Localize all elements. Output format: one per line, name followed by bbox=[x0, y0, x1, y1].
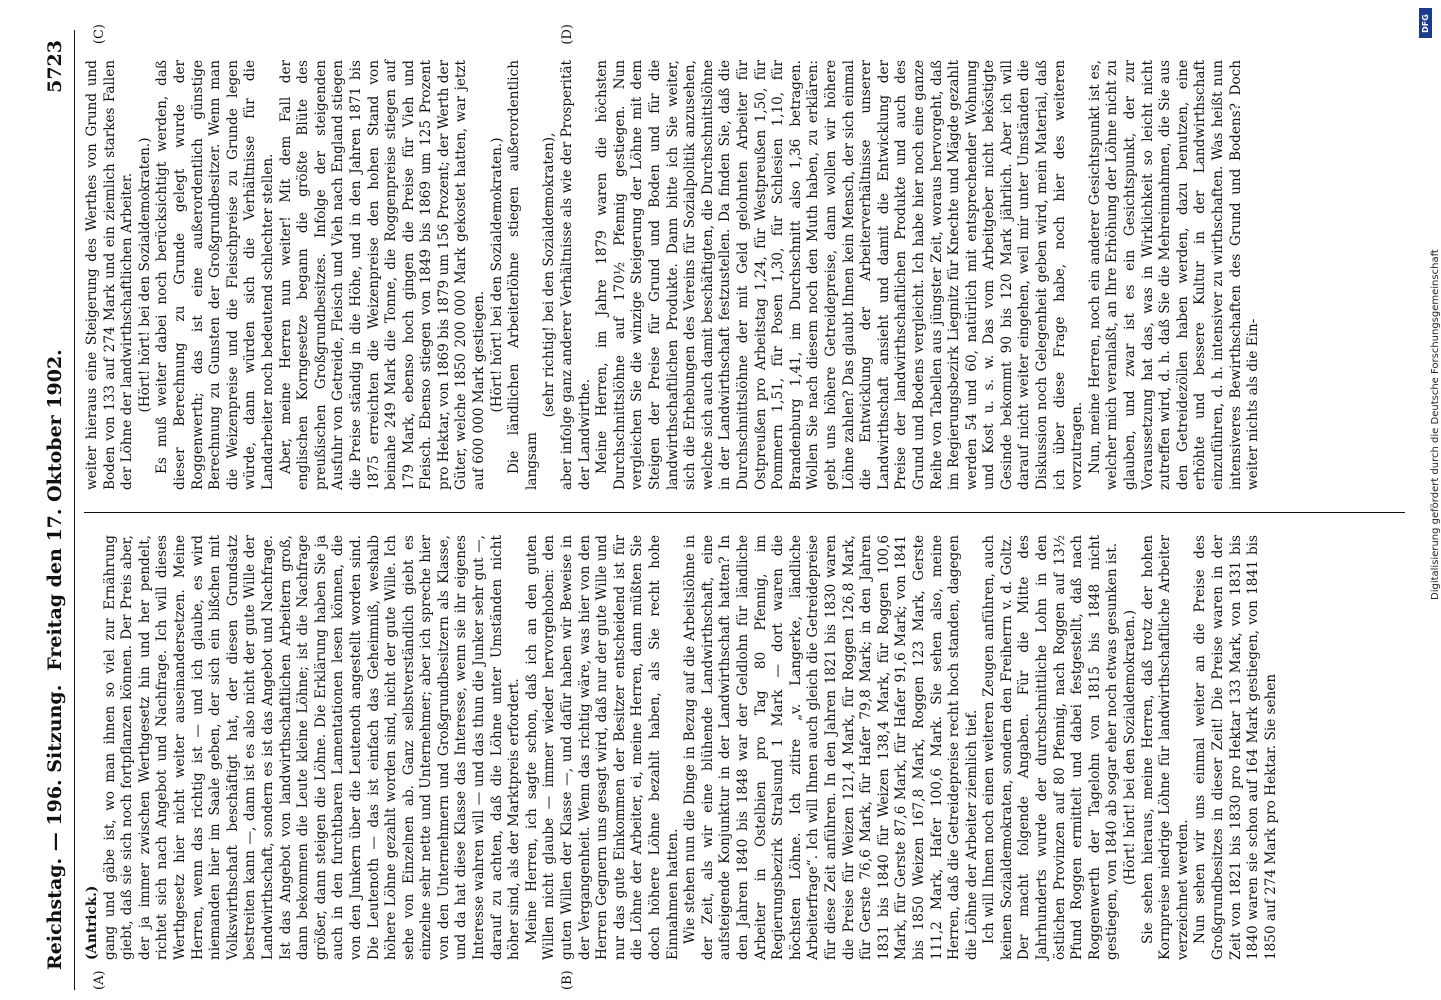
paragraph: Nun, meine Herren, noch ein anderer Gesichtspunkt ist es, welcher mich veranlaßt, an Ihre Erhöhung der Löhne nicht zu glauben, und zwar ist es ein Gesichtspunkt, der zur Voraussetzung hat das, was in Wirklichkeit so leicht nicht zutreffen wird, d. h. daß Sie die Mehreinnahmen, die Sie aus den Getreidezöllen haben werden, dazu benutzen, eine erhöhte und bessere Kultur in der Landwirthschaft einzuführen, d. h. intensiver zu wirthschaften. Was heißt nun intensiveres Bewirthschaften des Grund und Bodens? Doch weiter nichts als die Ein- bbox=[1086, 60, 1262, 490]
page-content bbox=[40, 24, 1405, 990]
interjection: (Hört! hört! bei den Sozialdemokraten.) bbox=[1122, 610, 1139, 886]
paragraph: gang und gäbe ist, wo man ihnen so viel zur Ernährung giebt, daß sie sich noch fortpflanzen können. Der Preis aber, der ja immer zwischen Werthgesetz hin und her pendelt, richtet sich nach Angebot und Nachfrage. Ich will dieses Werthgesetz hier nicht weiter auseinandersetzen. Meine Herren, wenn das richtig ist — und ich glaube, es wird niemanden hier im Saale geben, der sich ein bißchen mit Volkswirthschaft beschäftigt hat, der diesen Grundsatz bestreiten kann —, dann ist es also nicht der gute Wille der Landwirthschaft, sondern es ist das Angebot und Nachfrage. Ist das Angebot von landwirthschaftlichen Arbeitern groß, dann bekommen die Leute kleine Löhne; ist die Nachfrage größer, dann steigen die Löhne. Die Erklärung haben Sie ja auch in den furchtbaren Lamentationen lesen können, die von den Junkern über die Leutenoth angestellt worden sind. Die Leutenoth — das ist einfach das Geheimniß, weshalb höhere Löhne gezahlt worden sind, nicht der gute Wille. Ich sehe von Einzelnen ab. Ganz selbstverständlich giebt es einzelne sehr nette und Unternehmer; aber ich spreche hier von den Unternehmern und Großgrundbesitzern als Klasse, und da hat diese Klasse das Interesse, wenn sie ihr eigenes Interesse wahren will — und das thun die Junker sehr gut —, darauf zu achten, daß die Löhne unter Umständen nicht höher sind, als der Marktpreis erfordert. bbox=[101, 535, 523, 960]
page-header bbox=[40, 30, 75, 990]
digitization-note bbox=[1419, 40, 1441, 600]
paragraph: Meine Herren, im Jahre 1879 waren die höchsten Durchschnittslöhne auf 170½ Pfennig gestiegen. Nun vergleichen Sie die winzige Steigerung der Löhne mit dem Steigen der Preise für Grund und Boden und für die landwirthschaftlichen Produkte. Dann bitte ich Sie weiter, sich die Erhebungen des Vereins für Sozialpolitik anzusehen, welche sich auch damit beschäftigten, die Durchschnittslöhne in der Landwirthschaft festzustellen. Da finden Sie, daß die Durchschnittslöhne der mit Geld gelohnten Arbeiter für Ostpreußen pro Arbeitstag 1,24, für Westpreußen 1,50, für Pommern 1,51, für Posen 1,30, für Schlesien 1,10, für Brandenburg 1,41, im Durchschnitt also 1,36 betragen. Wollen Sie nach diesem noch den Muth haben, zu erklären: gebt uns höhere Getreidepreise, dann wollen wir höhere Löhne zahlen? Das glaubt Ihnen kein Mensch, der sich einmal die Entwicklung der Arbeiterverhältnisse unserer Landwirthschaft ansieht und damit die Entwicklung der Preise der landwirthschaftlichen Produkte und auch des Grund und Bodens vergleicht. Ich habe hier noch eine ganze Reihe von Tabellen aus jüngster Zeit, woraus hervorgeht, daß im Regierungsbezirk Liegnitz für Knechte und Mägde gezahlt werden 54 und 60, natürlich mit entsprechender Wohnung und Kost u. s. w. Das vom Arbeitgeber nicht beköstigte Gesinde bekommt 90 bis 120 Mark jährlich. Aber ich will darauf nicht weiter eingehen, weil mir unter Umständen die Diskussion noch Gelegenheit geben wird, mein Material, daß ich über diese Frage habe, noch hier des weiteren vorzutragen. bbox=[594, 60, 1086, 490]
margin-mark-b: (B) bbox=[560, 970, 575, 990]
paragraph: Aber, meine Herren nun weiter! Mit dem Fall der englischen Korngesetze begann die größte Blüte des preußischen Großgrundbesitzes. Infolge der steigenden Ausfuhr von Getreide, Fleisch und Vieh nach England stiegen die Preise ständig in die Höhe, und in den Jahren 1871 bis 1875 erreichten die Weizenpreise den hohen Stand von beinahe 249 Mark die Tonne, die Roggenpreise stiegen auf 179 Mark, ebenso hoch gingen die Preise für Vieh und Fleisch. Ebenso stiegen von 1849 bis 1869 um 125 Prozent pro Hektar, von 1869 bis 1879 um 156 Prozent; der Werth der Güter, welche 1850 200 000 Mark gekostet hatten, war jetzt auf 600 000 Mark gestiegen. bbox=[277, 60, 488, 490]
left-column bbox=[84, 535, 1399, 960]
paragraph: Nun sehen wir uns einmal weiter an die Preise des Großgrundbesitzes in dieser Zeit! Die Preise waren in der Zeit von 1821 bis 1830 pro Hektar 133 Mark, von 1831 bis 1840 waren sie schon auf 164 Mark gestiegen, von 1841 bis 1850 auf 274 Mark pro Hektar. Sie sehen bbox=[1192, 535, 1279, 960]
interjection: (Hört! hört! bei den Sozialdemokraten.) bbox=[136, 137, 153, 413]
margin-mark-a: (A) bbox=[92, 970, 107, 990]
interjection: (sehr richtig! bei den Sozialdemokraten), bbox=[541, 132, 558, 418]
column-divider bbox=[84, 512, 1405, 513]
paragraph: weiter hieraus eine Steigerung des Werthes von Grund und Boden von 133 auf 274 Mark und ein ziemlich starkes Fallen der Löhne der landwirthschaftlichen Arbeiter. bbox=[84, 60, 136, 490]
paragraph: aber infolge ganz anderer Verhältnisse als wie der Prosperität der Landwirthe. bbox=[559, 60, 593, 490]
header-session: Reichstag. — 196. Sitzung. bbox=[44, 684, 66, 970]
margin-mark-d: (D) bbox=[560, 24, 575, 45]
margin-mark-c: (C) bbox=[92, 24, 107, 45]
page-number: 5723 bbox=[44, 40, 66, 93]
right-column bbox=[84, 60, 1399, 490]
paragraph: Wie stehen nun die Dinge in Bezug auf die Arbeitslöhne in der Zeit, als wir eine blühende Landwirthschaft, eine aufsteigende Konjunktur in der Landwirthschaft hatten? In den Jahren 1840 bis 1848 war der Geldlohn für ländliche Arbeiter in Ostelbien pro Tag 80 Pfennig, im Regierungsbezirk Stralsund 1 Mark — dort waren die höchsten Löhne. Ich zitire „v. Langerke, ländliche Arbeiterfrage“. Ich will Ihnen auch gleich die Getreidepreise für diese Zeit anführen. In den Jahren 1821 bis 1830 waren die Preise für Weizen 121,4 Mark, für Roggen 126,8 Mark, für Gerste 76,6 Mark, für Hafer 79,8 Mark; in den Jahren 1831 bis 1840 für Weizen 138,4 Mark, für Roggen 100,6 Mark, für Gerste 87,6 Mark, für Hafer 91,6 Mark; von 1841 bis 1850 Weizen 167,8 Mark, Roggen 123 Mark, Gerste 111,2 Mark, Hafer 100,6 Mark. Sie sehen also, meine Herren, daß die Getreidepreise recht hoch standen, dagegen die Löhne der Arbeiter ziemlich tief. bbox=[682, 535, 980, 960]
header-date: Freitag den 17. Oktober 1902. bbox=[44, 349, 66, 671]
interjection: (Hört! hört! bei den Sozialdemokraten.) bbox=[488, 137, 505, 413]
paragraph: Die ländlichen Arbeiterlöhne stiegen außerordentlich langsam bbox=[506, 60, 540, 490]
paragraph: Es muß weiter dabei noch berücksichtigt werden, daß dieser Berechnung zu Grunde gelegt wurde der Roggenwerth; das ist eine außerordentlich günstige Berechnung zu Gunsten der Großgrundbesitzer. Wenn man die Weizenpreise und die Fleischpreise zu Grunde legen würde, dann würden sich die Verhältnisse für die Landarbeiter noch bedeutend schlechter stellen. bbox=[154, 60, 276, 490]
paragraph: Meine Herren, ich sagte schon, daß ich an den guten Willen nicht glaube — immer wieder hervorgehoben: den guten Willen der Klasse —, und dafür haben wir Beweise in der Vergangenheit. Wenn das richtig wäre, was hier von den Herren Gegnern uns gesagt wird, daß nur der gute Wille und nur das gute Einkommen der Besitzer entscheidend ist für die Löhne der Arbeiter, ei, meine Herren, dann müßten Sie doch höhere Löhne bezahlt haben, als Sie recht hohe Einnahmen hatten. bbox=[523, 535, 681, 960]
dfg-logo: DFG bbox=[1419, 8, 1432, 38]
paragraph: Ich will Ihnen noch einen weiteren Zeugen anführen, auch keinen Sozialdemokraten, sondern den Freiherrn v. d. Goltz. Der macht folgende Angaben. Für die Mitte des Jahrhunderts wurde der durchschnittliche Lohn in den östlichen Provinzen auf 80 Pfennig, nach Roggen auf 13½ Pfund Roggen ermittelt und dabei festgestellt, daß nach Roggenwerth der Tagelohn von 1815 bis 1848 nicht gestiegen, von 1840 ab sogar eher noch etwas gesunken ist. bbox=[981, 535, 1121, 960]
digitization-note-text: Digitalisierung gefördert durch die Deutsche Forschungsgemeinschaft bbox=[1430, 249, 1441, 600]
speaker-name: (Antrick.) bbox=[84, 885, 100, 960]
paragraph: Sie sehen hieraus, meine Herren, daß trotz der hohen Kornpreise niedrige Löhne für landwirthschaftliche Arbeiter verzeichnet werden. bbox=[1139, 535, 1191, 960]
